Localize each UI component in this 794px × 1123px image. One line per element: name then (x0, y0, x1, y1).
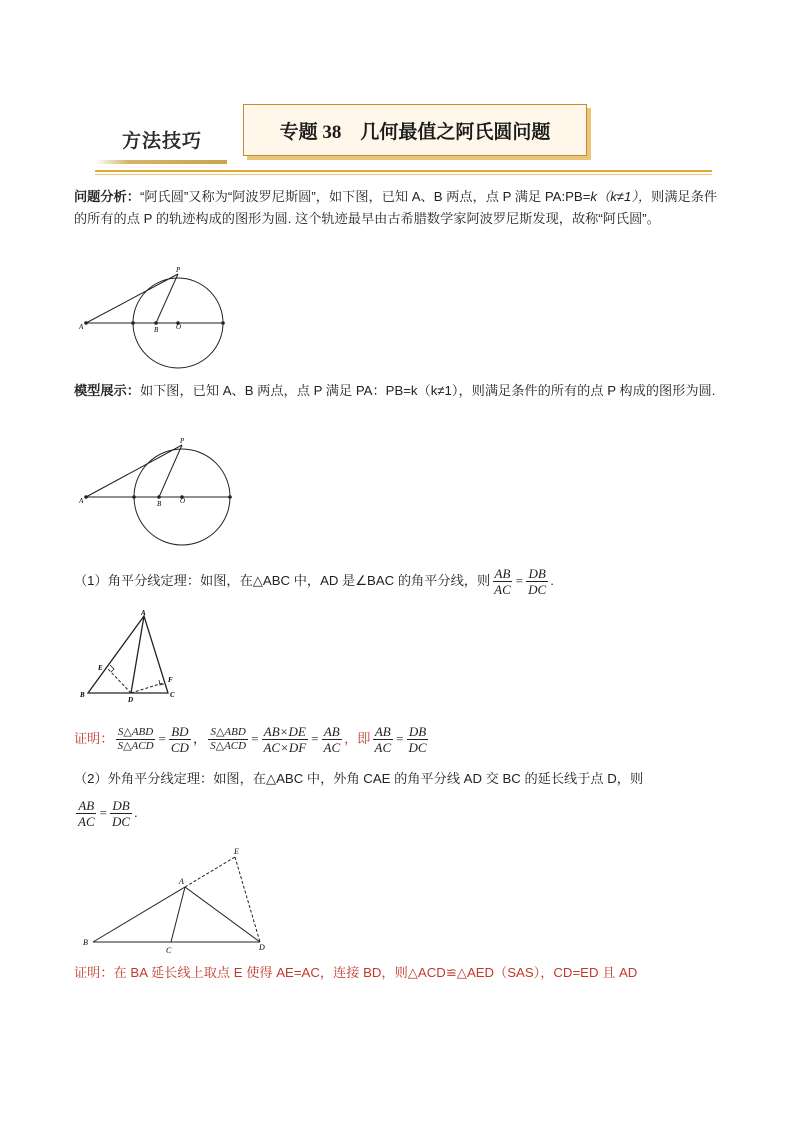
model-text: 如下图，已知 A、B 两点，点 P 满足 PA：PB=k（k≠1），则满足条件的所有的点 P 构成的图形为圆. (139, 383, 716, 398)
figure-exterior-bisector (74, 842, 284, 957)
fig3-label-f: F (168, 676, 173, 684)
fig3-label-e: E (98, 664, 103, 672)
proof1-line (74, 720, 724, 758)
title-box (243, 104, 587, 156)
page-title: 专题 38 几何最值之阿氏圆问题 (279, 121, 551, 143)
figure-apollonius-1 (74, 262, 234, 372)
fig2-label-o: O (180, 497, 186, 505)
theorem2-text: （2）外角平分线定理：如图，在△ABC 中，外角 CAE 的角平分线 AD 交 BC 的延长线于点 D，则 (74, 771, 644, 786)
figure-apollonius-2 (74, 432, 244, 552)
theorem2-frac-right: $\frac{DB}{DC}$ (111, 797, 131, 829)
fig4-label-b: B (83, 938, 88, 947)
theorem2-eq: = (99, 805, 107, 820)
proof1-frac-3: $\frac{\text{S△ABD}}{\text{S△ACD}}$ (210, 725, 247, 752)
proof1-frac-7: $\frac{DB}{DC}$ (408, 723, 427, 755)
fig4-label-d: D (259, 943, 265, 952)
fig3-label-c: C (170, 691, 175, 699)
proof2-text: 证明：在 BA 延长线上取点 E 使得 AE=AC，连接 BD，则△ACD≌△AED（SAS），CD=ED 且 AD (74, 965, 638, 980)
fig2-label-p: P (180, 437, 185, 445)
proof1-frac-4: $\frac{AB\times DE}{AC\times DF}$ (263, 723, 307, 755)
problem-k: k（k≠1）， (590, 189, 652, 204)
model-paragraph (74, 380, 724, 402)
fig3-label-b: B (80, 691, 85, 699)
fig3-label-a: A (141, 609, 146, 617)
proof1-frac-6: $\frac{AB}{AC}$ (374, 723, 392, 755)
proof1-frac-2: $\frac{BD}{CD}$ (170, 723, 189, 755)
proof1-comma-1: ， (192, 731, 207, 746)
figure-angle-bisector (74, 608, 184, 703)
proof1-eq-2: = (251, 731, 259, 746)
fig4-label-c: C (166, 946, 172, 955)
section-label: 方法技巧 (122, 131, 203, 152)
proof1-label: 证明： (74, 731, 114, 746)
model-label: 模型展示： (74, 383, 140, 398)
theorem1-frac-right: $\frac{DB}{DC}$ (528, 565, 547, 597)
problem-label: 问题分析： (74, 189, 140, 204)
theorem1-eq: = (515, 573, 524, 588)
proof1-eq-3: = (311, 731, 319, 746)
proof1-frac-5: $\frac{AB}{AC}$ (323, 723, 341, 755)
fig1-label-o: O (176, 323, 182, 331)
section-label-underline (95, 160, 227, 164)
theorem2-end: . (134, 805, 138, 820)
problem-paragraph (74, 186, 724, 230)
fig1-label-p: P (176, 266, 181, 274)
fig2-label-a: A (79, 497, 84, 505)
proof2-line (74, 962, 724, 984)
theorem2-frac-left: $\frac{AB}{AC}$ (78, 797, 95, 829)
proof1-eq-4: = (396, 731, 404, 746)
theorem1-text: （1）角平分线定理：如图，在△ABC 中，AD 是∠BAC 的角平分线，则 (74, 573, 491, 588)
header-rule (95, 170, 712, 172)
theorem1-frac-left: $\frac{AB}{AC}$ (494, 565, 511, 597)
fig1-label-a: A (79, 323, 84, 331)
theorem1-end: . (550, 573, 554, 588)
fig1-label-b: B (154, 326, 159, 334)
fig4-label-e: E (234, 847, 239, 856)
problem-text: “阿氏圆”又称为“阿波罗尼斯圆”，如下图，已知 A、B 两点，点 P 满足 PA:PB= (139, 189, 591, 204)
proof1-eq-1: = (158, 731, 166, 746)
problem-text-2: 则满足条件的所有的点 P 的轨迹构成的图形为圆. 这个轨迹最早由古希腊数学家阿波罗尼斯发现，故称“阿氏圆”。 (74, 189, 718, 226)
fig4-label-a: A (179, 877, 184, 886)
header-rule-thin (95, 174, 712, 175)
theorem2-formula (74, 794, 724, 832)
proof1-comma-2: ，即 (344, 731, 371, 746)
theorem2-line (74, 768, 724, 790)
proof1-frac-1: $\frac{\text{S△ABD}}{\text{S△ACD}}$ (117, 725, 154, 752)
fig3-label-d: D (128, 696, 134, 703)
theorem1-line (74, 562, 724, 600)
fig2-label-b: B (157, 500, 162, 508)
